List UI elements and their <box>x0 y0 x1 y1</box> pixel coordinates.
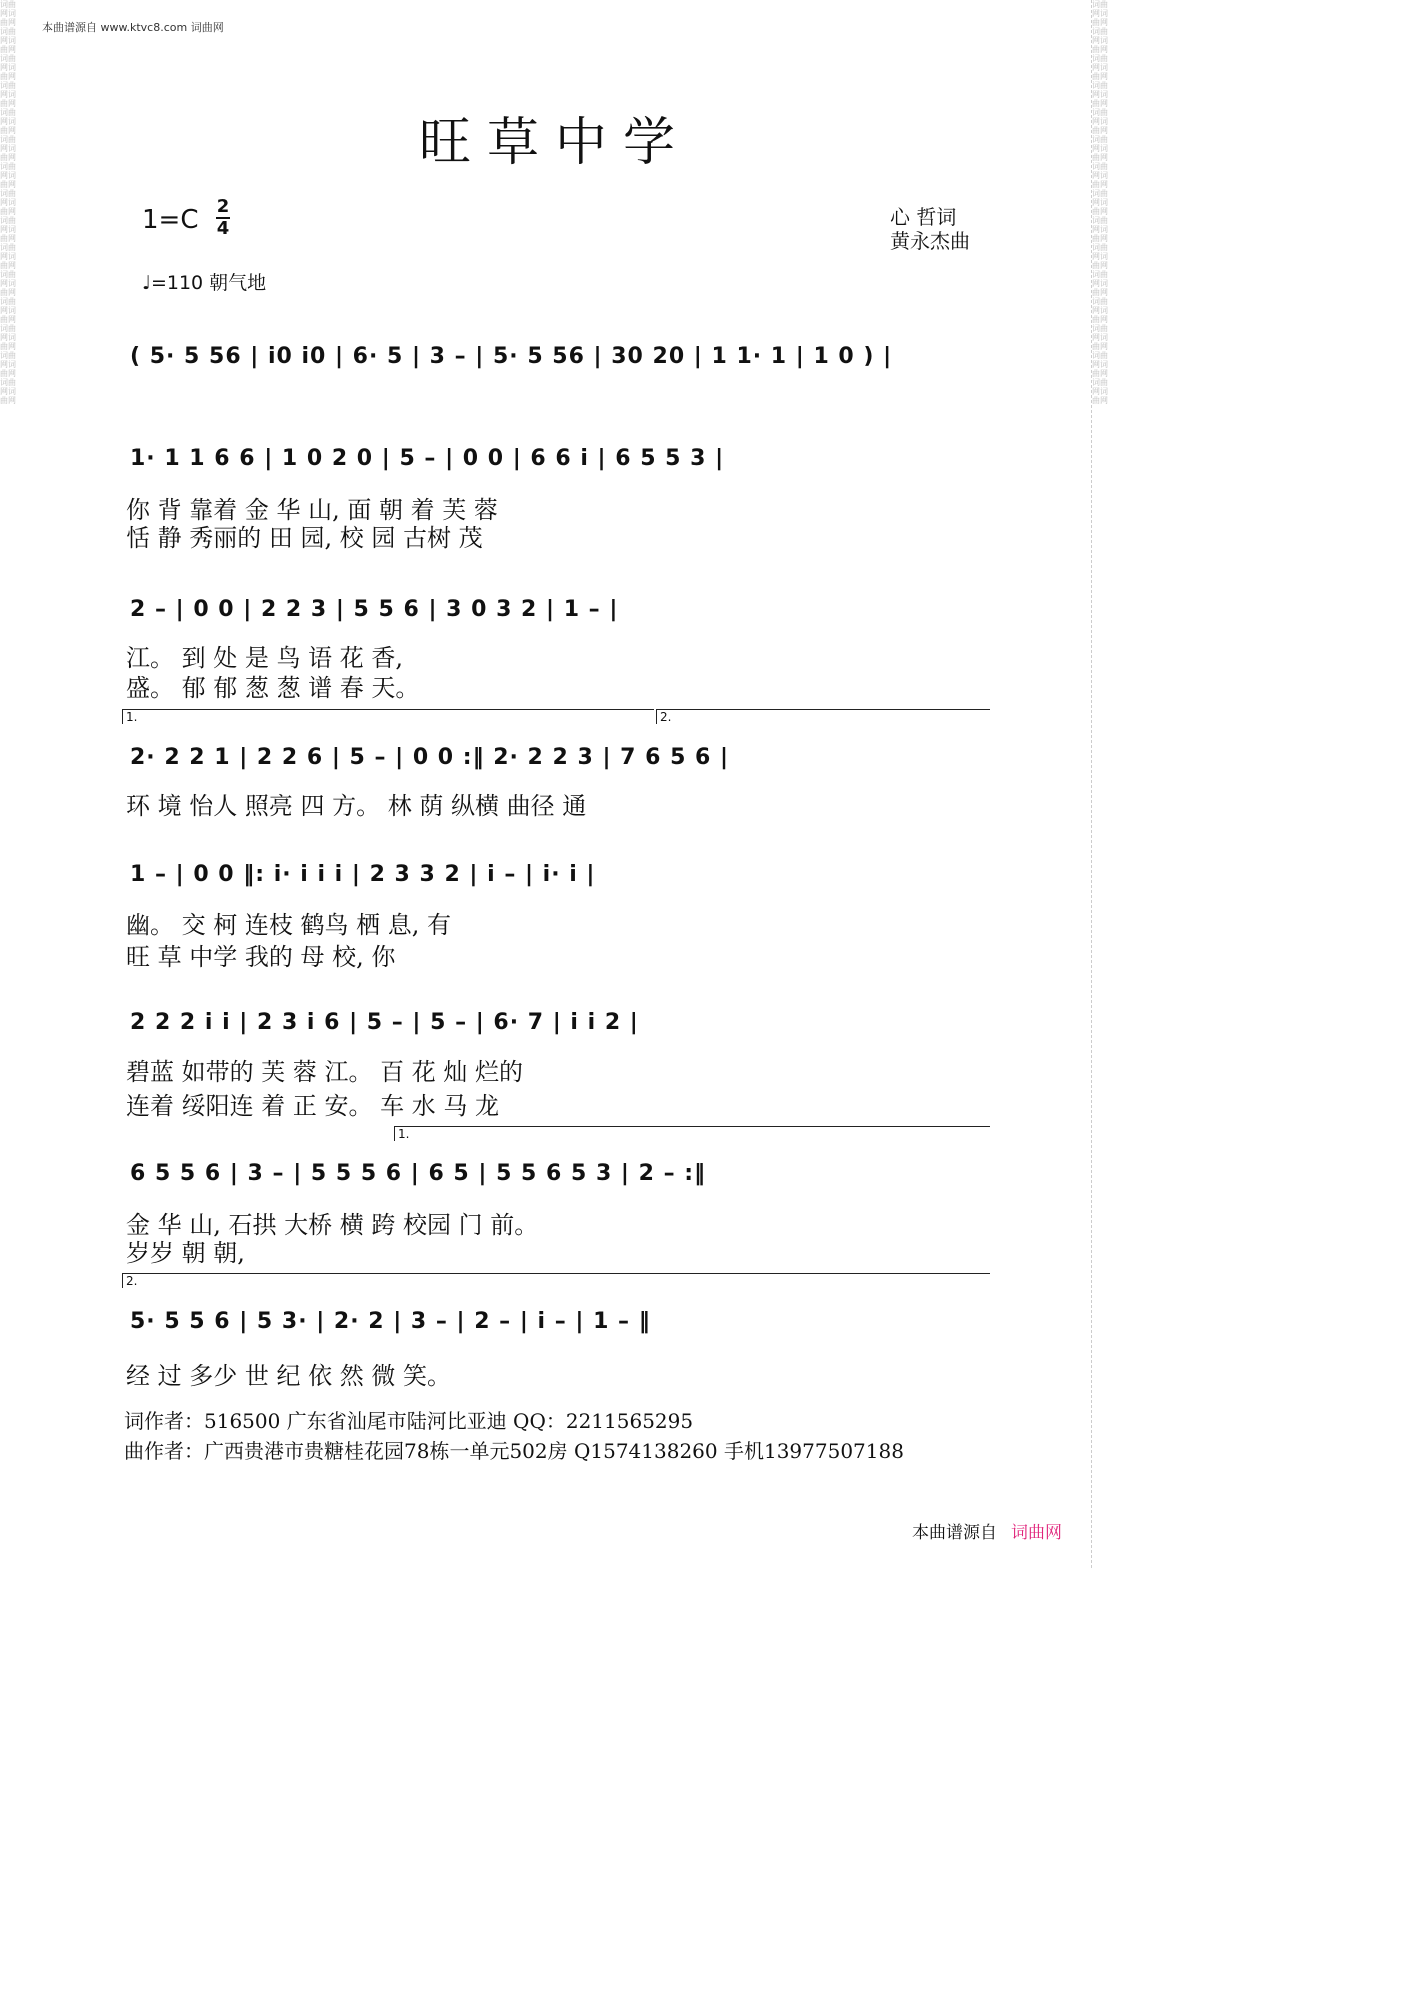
time-signature <box>216 198 230 238</box>
lyric-line-4-verse-1: 幽。 交 柯 连枝 鹤鸟 栖 息, 有 <box>126 911 452 939</box>
notation-line-7: 5· 5 5 6 | 5 3· | 2· 2 | 3 – | 2 – | i – | 1 – ‖ <box>130 1309 651 1334</box>
volta-second-ending: 2. <box>656 709 990 724</box>
composer-credit: 黄永杰曲 <box>890 229 970 253</box>
notation-line-3: 2· 2 2 1 | 2 2 6 | 5 – | 0 0 :‖ 2· 2 2 3 | 7 6 5 6 | <box>130 745 730 770</box>
lyricist-credit: 心 哲词 <box>890 205 957 229</box>
lyric-line-5-verse-2: 连着 绥阳连 着 正 安。 车 水 马 龙 <box>126 1092 500 1120</box>
song-title: 旺草中学 <box>418 113 691 173</box>
composer-contact: 曲作者：广西贵港市贵糖桂花园78栋一单元502房 Q1574138260 手机13977507188 <box>124 1439 904 1463</box>
time-signature-top: 2 <box>216 196 230 217</box>
lyric-line-6-verse-2: 岁岁 朝 朝, <box>126 1239 245 1267</box>
lyric-line-3-verse-1: 环 境 怡人 照亮 四 方。 林 荫 纵横 曲径 通 <box>126 792 587 820</box>
notation-line-1: 1· 1 1 6 6 | 1 0 2 0 | 5 – | 0 0 | 6 6 i | 6 5 5 3 | <box>130 446 725 471</box>
edge-watermark-right: 词曲网词曲网词曲网词曲网词曲网词曲网词曲网词曲网词曲网词曲网词曲网词曲网词曲网词曲网词曲网词曲网词曲网词曲网词曲网词曲网词曲网词曲网词曲网词曲网词曲网词曲网词曲网词曲网词曲网词曲网 <box>1091 0 1110 1568</box>
source-header: 本曲谱源自 www.ktvc8.com 词曲网 <box>42 21 224 34</box>
source-badge-site[interactable]: 词曲网 <box>1011 1523 1062 1543</box>
lyric-line-5-verse-1: 碧蓝 如带的 芙 蓉 江。 百 花 灿 烂的 <box>126 1058 524 1086</box>
notation-line-4: 1 – | 0 0 ‖: i· i i i | 2 3 3 2 | i – | i· i | <box>130 862 596 887</box>
lyric-line-2-verse-2: 盛。 郁 郁 葱 葱 谱 春 天。 <box>126 674 420 702</box>
volta-first-ending: 1. <box>122 709 654 724</box>
lyric-line-1-verse-1: 你 背 靠着 金 华 山, 面 朝 着 芙 蓉 <box>126 496 498 524</box>
lyric-line-2-verse-1: 江。 到 处 是 鸟 语 花 香, <box>126 644 404 672</box>
volta-first-ending-chorus: 1. <box>394 1126 990 1141</box>
time-signature-bottom: 4 <box>216 218 230 239</box>
source-badge-text: 本曲谱源自 <box>912 1523 997 1543</box>
lyric-line-6-verse-1: 金 华 山, 石拱 大桥 横 跨 校园 门 前。 <box>126 1211 539 1239</box>
notation-line-intro: ( 5· 5 56 | i0 i0 | 6· 5 | 3 – | 5· 5 56 | 30 20 | 1 1· 1 | 1 0 ) | <box>130 344 893 369</box>
key-signature: 1=C <box>142 205 199 235</box>
edge-watermark-left: 词曲网词曲网词曲网词曲网词曲网词曲网词曲网词曲网词曲网词曲网词曲网词曲网词曲网词曲网词曲网词曲网词曲网词曲网词曲网词曲网词曲网词曲网词曲网词曲网词曲网词曲网词曲网词曲网词曲网词曲网 <box>0 0 16 405</box>
tempo-marking: ♩=110 朝气地 <box>142 272 267 294</box>
lyricist-contact: 词作者：516500 广东省汕尾市陆河比亚迪 QQ：2211565295 <box>124 1409 694 1433</box>
credits <box>890 205 970 253</box>
notation-line-5: 2 2 2 i i | 2 3 i 6 | 5 – | 5 – | 6· 7 | i i 2 | <box>130 1010 639 1035</box>
lyric-line-7-verse-1: 经 过 多少 世 纪 依 然 微 笑。 <box>126 1362 452 1390</box>
volta-second-ending-chorus: 2. <box>122 1273 990 1288</box>
source-badge <box>912 1518 1062 1543</box>
lyric-line-4-verse-2: 旺 草 中学 我的 母 校, 你 <box>126 943 396 971</box>
lyric-line-1-verse-2: 恬 静 秀丽的 田 园, 校 园 古树 茂 <box>126 524 483 552</box>
notation-line-2: 2 – | 0 0 | 2 2 3 | 5 5 6 | 3 0 3 2 | 1 – | <box>130 597 619 622</box>
notation-line-6: 6 5 5 6 | 3 – | 5 5 5 6 | 6 5 | 5 5 6 5 3 | 2 – :‖ <box>130 1161 707 1186</box>
